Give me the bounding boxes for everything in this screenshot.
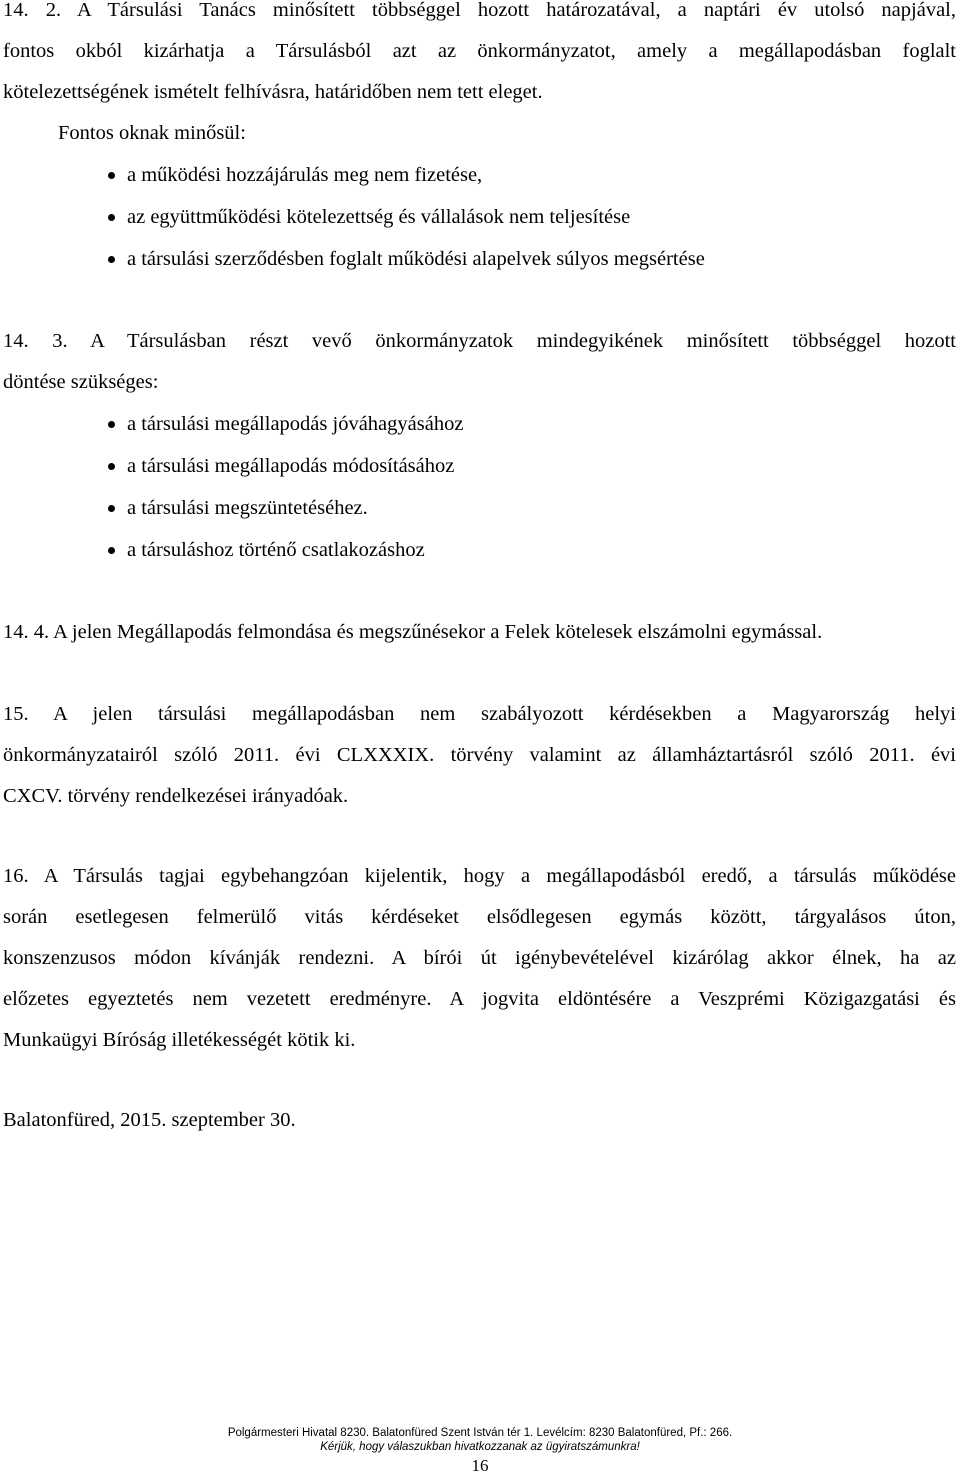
- list-item-text: a működési hozzájárulás meg nem fizetése,: [127, 164, 483, 186]
- paragraph-16-line-2: során esetlegesen felmerülő vitás kérdéseket elsődlegesen egymás között, tárgyalásos úton,: [3, 906, 956, 928]
- bullet-icon: [108, 214, 115, 221]
- list-item-text: a társulási megállapodás módosításához: [127, 455, 455, 477]
- paragraph-14-2-intro: Fontos oknak minősül:: [58, 122, 246, 144]
- footer-address: Polgármesteri Hivatal 8230. Balatonfüred Szent István tér 1. Levélcím: 8230 Balatonfüred, Pf.: 266.: [227, 1427, 733, 1439]
- bullet-icon: [108, 505, 115, 512]
- bullet-icon: [108, 463, 115, 470]
- paragraph-14-3-line-2: döntése szükséges:: [3, 371, 159, 393]
- page-number: 16: [471, 1456, 489, 1475]
- place-and-date: Balatonfüred, 2015. szeptember 30.: [3, 1109, 296, 1131]
- list-item-text: a társuláshoz történő csatlakozáshoz: [127, 539, 425, 561]
- list-item-text: a társulási megállapodás jóváhagyásához: [127, 413, 464, 435]
- bullet-icon: [108, 421, 115, 428]
- paragraph-15-line-1: 15. A jelen társulási megállapodásban nem szabályozott kérdésekben a Magyarország helyi: [3, 703, 956, 725]
- paragraph-14-2-line-2: fontos okból kizárhatja a Társulásból azt az önkormányzatot, amely a megállapodásban foglalt: [3, 40, 956, 62]
- bullet-icon: [108, 172, 115, 179]
- paragraph-14-4: 14. 4. A jelen Megállapodás felmondása és megszűnésekor a Felek kötelesek elszámolni egymással.: [3, 621, 823, 643]
- paragraph-14-2-line-3: kötelezettségének ismételt felhívásra, határidőben nem tett eleget.: [3, 81, 543, 103]
- paragraph-14-2-line-1: 14. 2. A Társulási Tanács minősített többséggel hozott határozatával, a naptári év utolsó napjával,: [3, 0, 956, 21]
- list-item-text: a társulási megszüntetéséhez.: [127, 497, 368, 519]
- paragraph-16-line-4: előzetes egyeztetés nem vezetett eredményre. A jogvita eldöntésére a Veszprémi Közigazgatási és: [3, 988, 956, 1010]
- paragraph-14-3-line-1: 14. 3. A Társulásban részt vevő önkormányzatok mindegyikének minősített többséggel hozott: [3, 330, 956, 352]
- list-item-text: a társulási szerződésben foglalt működési alapelvek súlyos megsértése: [127, 248, 705, 270]
- bullet-icon: [108, 256, 115, 263]
- list-item-text: az együttműködési kötelezettség és vállalások nem teljesítése: [127, 206, 631, 228]
- paragraph-16-line-5: Munkaügyi Bíróság illetékességét kötik ki.: [3, 1029, 356, 1051]
- paragraph-16-line-1: 16. A Társulás tagjai egybehangzóan kijelentik, hogy a megállapodásból eredő, a társulás működése: [3, 865, 956, 887]
- bullet-icon: [108, 547, 115, 554]
- paragraph-16-line-3: konszenzusos módon kívánják rendezni. A bírói út igénybevételével kizárólag akkor élnek, ha az: [3, 947, 956, 969]
- footer-note: Kérjük, hogy válaszukban hivatkozzanak az ügyiratszámunkra!: [320, 1441, 640, 1453]
- paragraph-15-line-2: önkormányzatairól szóló 2011. évi CLXXXIX. törvény valamint az államháztartásról szóló 2011. évi: [3, 744, 956, 766]
- paragraph-15-line-3: CXCV. törvény rendelkezései irányadóak.: [3, 785, 349, 807]
